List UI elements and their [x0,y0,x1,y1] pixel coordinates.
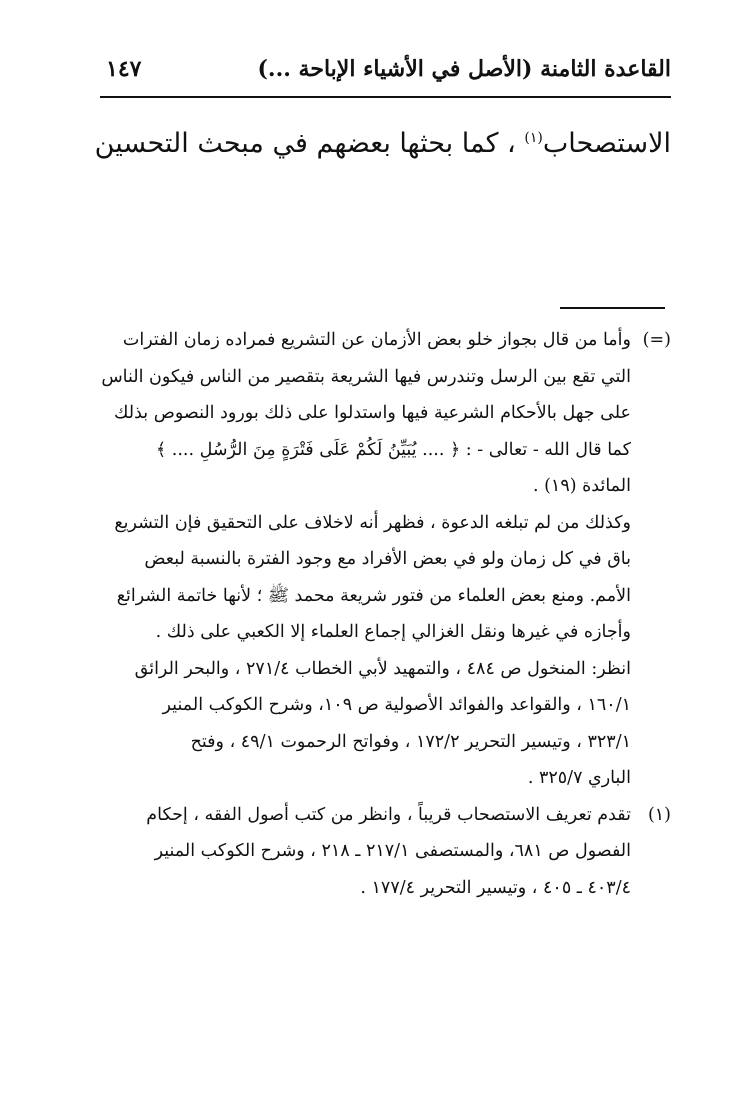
footnote-line: (=)وأما من قال بجواز خلو بعض الأزمان عن التشريع فمراده زمان الفترات [100,322,671,359]
page-number: ١٤٧ [106,56,142,82]
header-divider [100,96,671,98]
footnote-line: الفصول ص ٦٨١، والمستصفى ٢١٧/١ ـ ٢١٨ ، وشرح الكوكب المنير [154,841,631,861]
footnote-line: باق في كل زمان ولو في بعض الأفراد مع وجود الفترة بالنسبة لبعض [144,549,631,569]
footnote-line: على جهل بالأحكام الشرعية فيها واستدلوا على ذلك بورود النصوص بذلك [114,403,631,423]
footnote-divider [560,307,665,309]
footnote-line: الباري ٣٢٥/٧ . [527,768,631,788]
footnote-line: (١)تقدم تعريف الاستصحاب قريباً ، وانظر من كتب أصول الفقه ، إحكام [100,797,671,834]
footnote-line: ٤٠٣/٤ ـ ٤٠٥ ، وتيسير التحرير ١٧٧/٤ . [360,877,631,898]
footnote-reference: (١) [524,130,543,146]
footnote-line: المائدة (١٩) . [532,476,631,496]
footnote-quran-quote-line: كما قال الله - تعالى - : ﴿ .... يُبَيِّنُ لَكُمْ عَلَى فَتْرَةٍ مِنَ الرُّسُلِ .... ﴾ [155,439,631,460]
footnote-line: ١٦٠/١ ، والقواعد والفوائد الأصولية ص ١٠٩، وشرح الكوكب المنير [162,695,631,715]
footnote-line: الأمم. ومنع بعض العلماء من فتور شريعة محمد ﷺ ؛ لأنها خاتمة الشرائع [116,585,631,606]
footnote-1-marker: (١) [647,804,671,825]
running-header-title: القاعدة الثامنة (الأصل في الأشياء الإباحة ...) [257,56,671,82]
main-text-after-ref: ، كما بحثها بعضهم في مبحث التحسين [94,128,516,159]
footnote-line: التي تقع بين الرسل وتندرس فيها الشريعة بتقصير من الناس فيكون الناس [101,366,631,387]
footnotes-section [100,322,671,906]
footnote-line: ٣٢٣/١ ، وتيسير التحرير ١٧٢/٢ ، وفواتح الرحموت ٤٩/١ ، وفتح [190,731,631,752]
footnote-line: وأجازه في غيرها ونقل الغزالي إجماع العلماء إلا الكعبي على ذلك . [155,622,631,642]
continued-footnote-marker: (=) [642,330,671,350]
footnote-line: وكذلك من لم تبلغه الدعوة ، فظهر أنه لاخلاف على التحقيق فإن التشريع [114,512,631,533]
footnote-line: انظر: المنخول ص ٤٨٤ ، والتمهيد لأبي الخطاب ٢٧١/٤ ، والبحر الرائق [134,658,631,679]
main-text-before-ref: الاستصحاب [542,128,671,159]
main-text-line [95,128,671,159]
